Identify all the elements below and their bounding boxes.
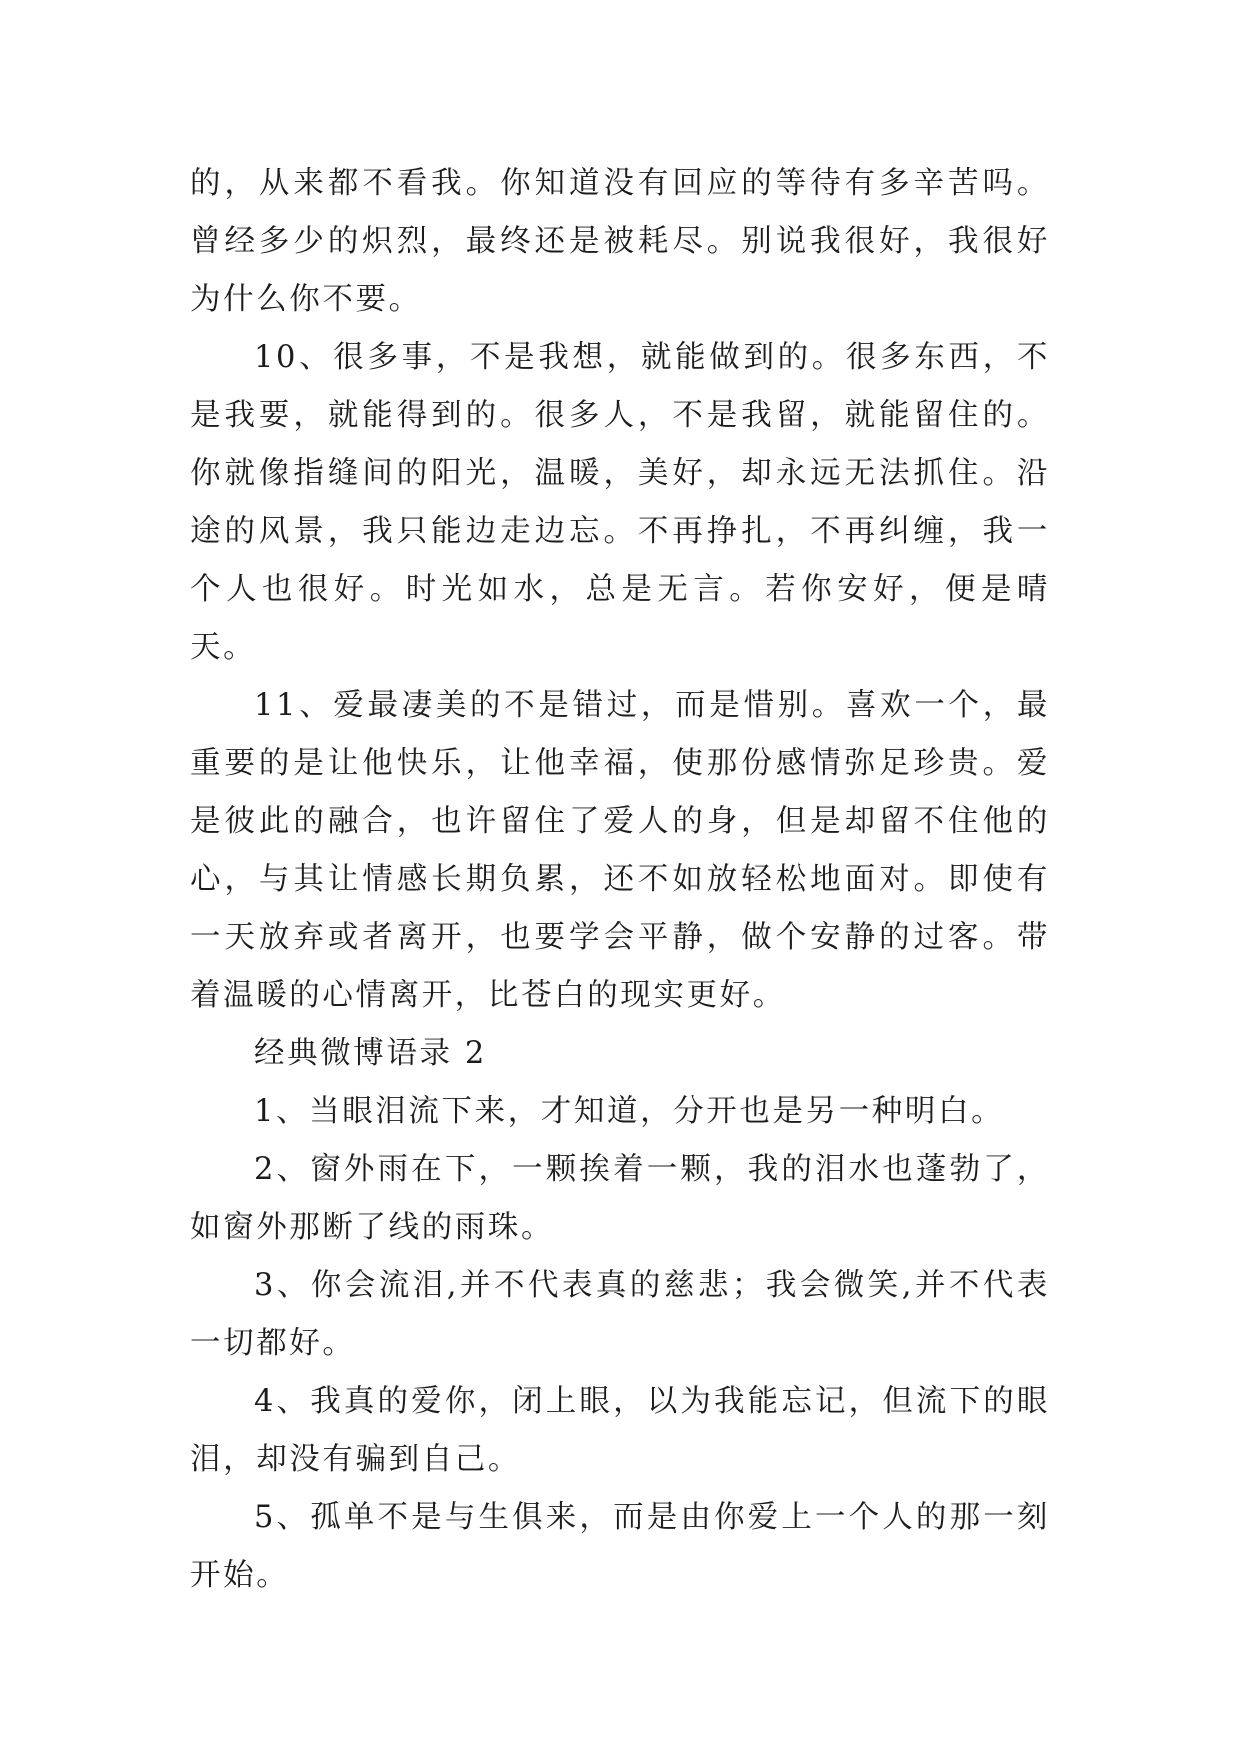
list-item: 1、当眼泪流下来，才知道，分开也是另一种明白。 <box>254 1094 1005 1129</box>
list-item: 3、你会流泪,并不代表真的慈悲；我会微笑,并不代表一切都好。 <box>190 1268 1050 1361</box>
paragraph-item-10: 10、很多事，不是我想，就能做到的。很多东西，不是我要，就能得到的。很多人，不是我留，就能留住的。你就像指缝间的阳光，温暖，美好，却永远无法抓住。沿途的风景，我只能边走边忘。不再挣扎，不再纠缠，我一个人也很好。时光如水，总是无言。若你安好，便是晴天。 <box>190 340 1050 665</box>
list-item: 5、孤单不是与生俱来，而是由你爱上一个人的那一刻开始。 <box>190 1500 1050 1593</box>
section-title: 经典微博语录 2 <box>254 1036 487 1071</box>
paragraph-continued: 的，从来都不看我。你知道没有回应的等待有多辛苦吗。曾经多少的炽烈，最终还是被耗尽。别说我很好，我很好为什么你不要。 <box>190 166 1050 317</box>
list-item: 2、窗外雨在下，一颗挨着一颗，我的泪水也蓬勃了，如窗外那断了线的雨珠。 <box>190 1152 1050 1245</box>
document-body <box>190 155 1050 1605</box>
list-item: 4、我真的爱你，闭上眼，以为我能忘记，但流下的眼泪，却没有骗到自己。 <box>190 1384 1050 1477</box>
paragraph-item-11: 11、爱最凄美的不是错过，而是惜别。喜欢一个，最重要的是让他快乐，让他幸福，使那份感情弥足珍贵。爱是彼此的融合，也许留住了爱人的身，但是却留不住他的心，与其让情感长期负累，还不如放轻松地面对。即使有一天放弃或者离开，也要学会平静，做个安静的过客。带着温暖的心情离开，比苍白的现实更好。 <box>190 688 1050 1013</box>
